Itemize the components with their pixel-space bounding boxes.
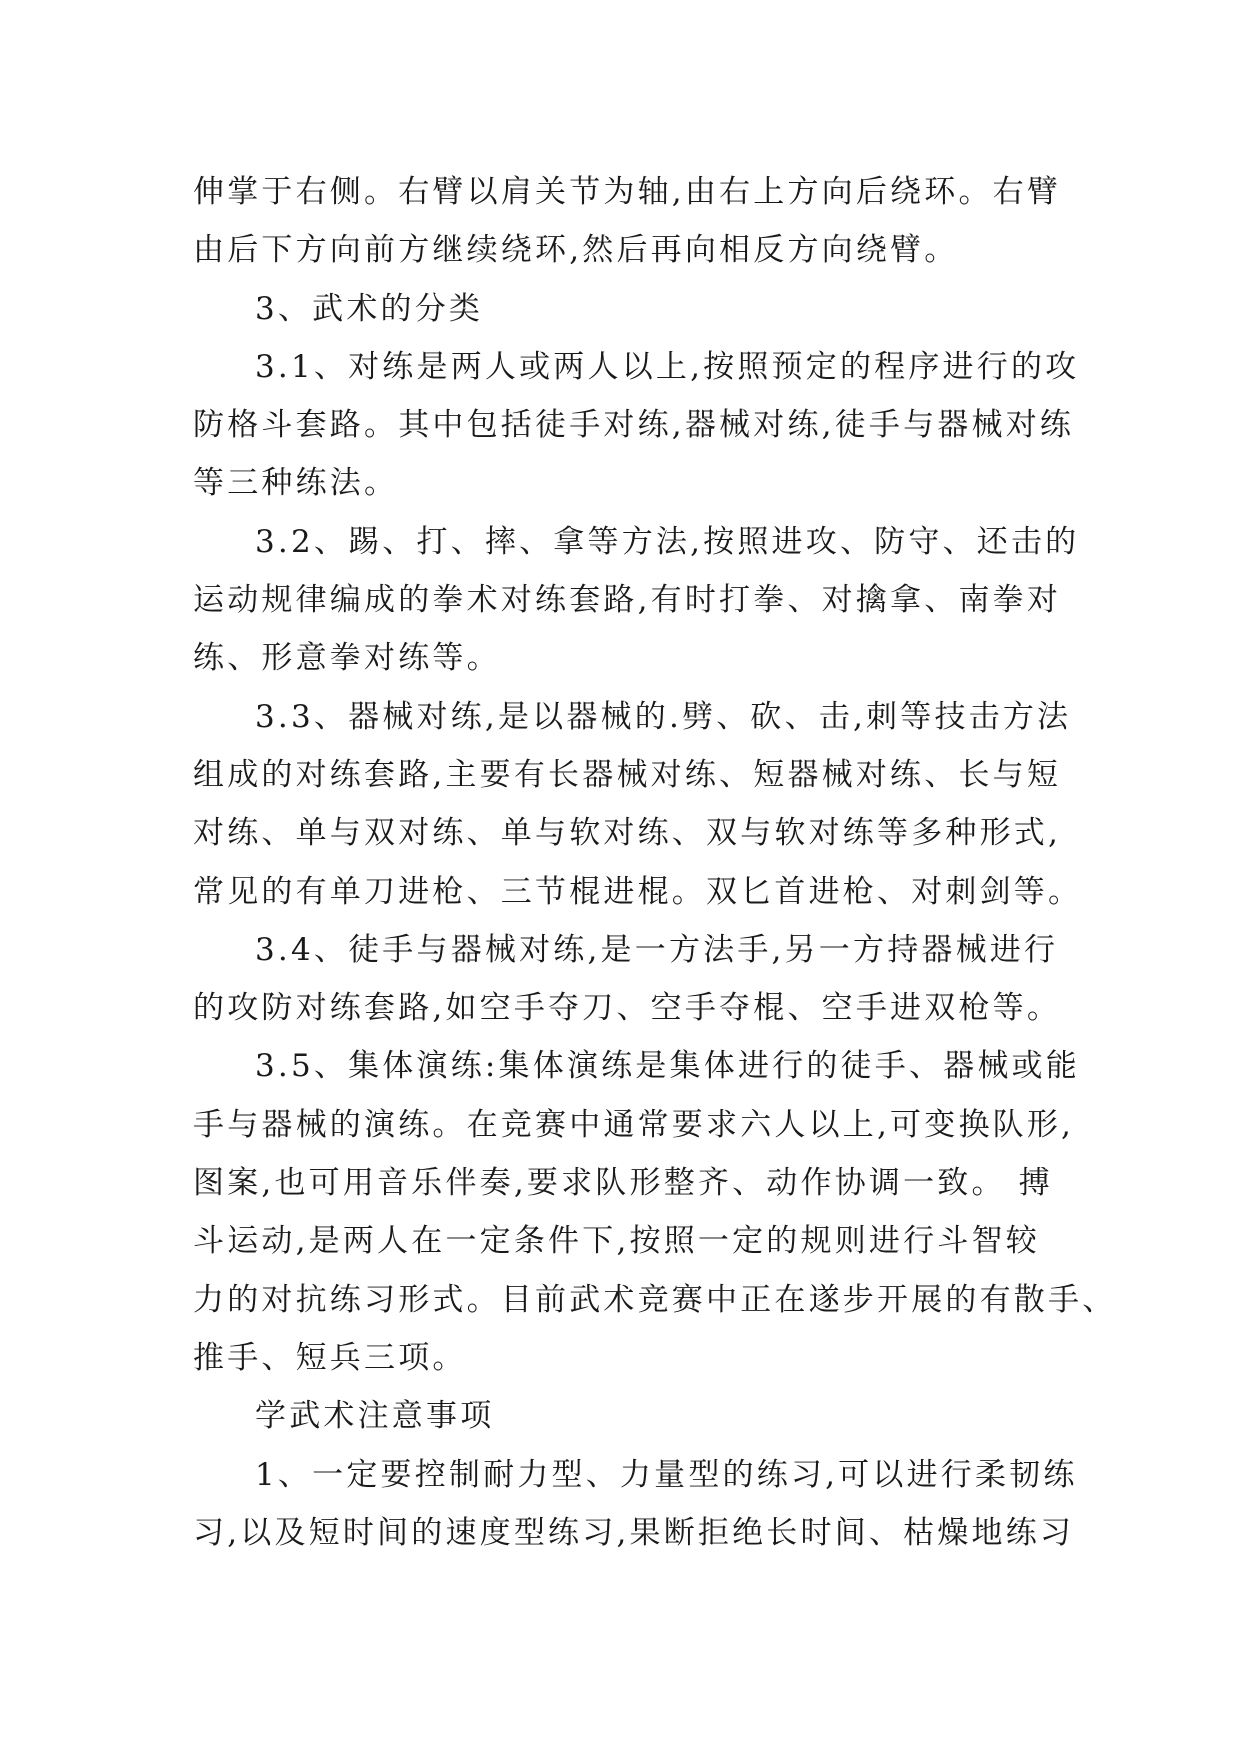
text-line: 3.1、对练是两人或两人以上,按照预定的程序进行的攻 [255,348,1080,385]
text-line: 防格斗套路。其中包括徒手对练,器械对练,徒手与器械对练 [193,407,1075,444]
text-line: 1、一定要控制耐力型、力量型的练习,可以进行柔韧练 [255,1456,1078,1493]
text-line: 由后下方向前方继续绕环,然后再向相反方向绕臂。 [193,232,959,269]
text-line: 练、形意拳对练等。 [193,640,501,677]
text-line: 图案,也可用音乐伴奏,要求队形整齐、动作协调一致。 搏 [193,1165,1053,1202]
text-line: 运动规律编成的拳术对练套路,有时打拳、对擒拿、南拳对 [193,582,1062,619]
text-line: 的攻防对练套路,如空手夺刀、空手夺棍、空手进双枪等。 [193,990,1062,1027]
text-line: 常见的有单刀进枪、三节棍进棍。双匕首进枪、对刺剑等。 [193,873,1083,910]
text-line: 3.4、徒手与器械对练,是一方法手,另一方持器械进行 [255,931,1059,968]
text-line: 手与器械的演练。在竞赛中通常要求六人以上,可变换队形, [193,1106,1075,1143]
text-line: 等三种练法。 [193,465,399,502]
text-line: 推手、短兵三项。 [193,1339,467,1376]
text-line: 3.3、器械对练,是以器械的.劈、砍、击,刺等技击方法 [255,698,1072,735]
text-line: 3.2、踢、打、摔、拿等方法,按照进攻、防守、还击的 [255,523,1080,560]
text-line: 3.5、集体演练:集体演练是集体进行的徒手、器械或能 [255,1048,1080,1085]
text-line: 力的对抗练习形式。目前武术竞赛中正在遂步开展的有散手、 [193,1281,1117,1318]
section-heading: 3、武术的分类 [255,290,484,327]
text-line: 习,以及短时间的速度型练习,果断拒绝长时间、枯燥地练习 [193,1514,1075,1551]
text-line: 对练、单与双对练、单与软对练、双与软对练等多种形式, [193,815,1062,852]
section-heading: 学武术注意事项 [255,1398,495,1435]
text-line: 组成的对练套路,主要有长器械对练、短器械对练、长与短 [193,756,1062,793]
text-line: 伸掌于右侧。右臂以肩关节为轴,由右上方向后绕环。右臂 [193,174,1062,210]
text-line: 斗运动,是两人在一定条件下,按照一定的规则进行斗智较 [193,1223,1040,1260]
document-body [193,163,1117,1562]
